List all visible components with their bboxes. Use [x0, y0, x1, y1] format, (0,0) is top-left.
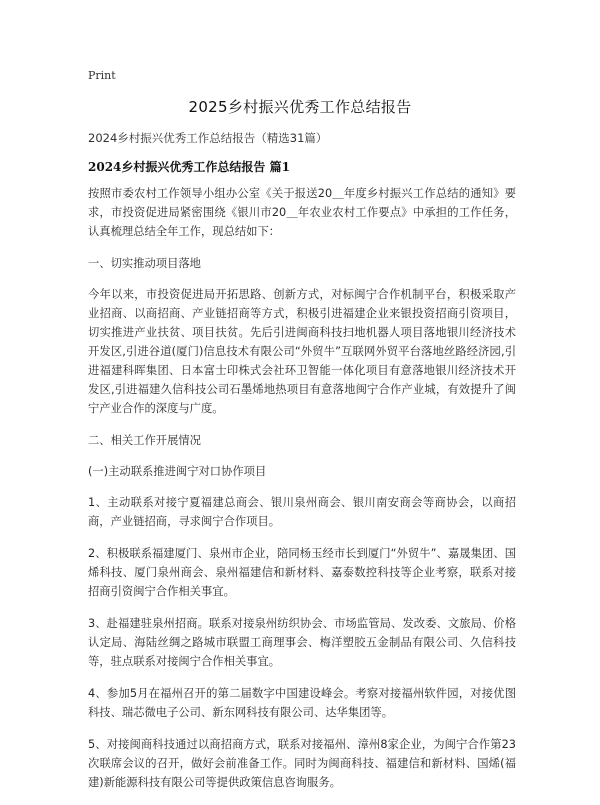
paragraph-heading-1: 一、切实推动项目落地: [88, 257, 201, 270]
paragraph-subheading-1: (一)主动联系推进闽宁对口协作项目: [88, 465, 267, 478]
document-title: 2025乡村振兴优秀工作总结报告: [188, 98, 412, 116]
paragraph-heading-2: 二、相关工作开展情况: [88, 434, 201, 447]
paragraph-project-landing: 今年以来，市投资促进局开拓思路、创新方式，对标闽宁合作机制平台，积极采取产业招商、以商招商、产业链招商等方式，积极引进福建企业来银投资招商引资项目，切实推进产业扶贫、项目扶贫。先后引进闽商科技扫地机器人项目落地银川经济技术开发区,引进谷道(厦门)信息技术有限公司“外贸牛”互联网外贸平台落地丝路经济园,引进福建科晖集团、日本富士印株式会社环卫智能一体化项目有意落地银川经济技术开发区,引进福建久信科技公司石墨烯地热项目有意落地闽宁合作产业城，有效提升了闽宁产业合作的深度与广度。: [88, 288, 516, 415]
section-heading: 2024乡村振兴优秀工作总结报告 篇1: [88, 160, 290, 174]
paragraph-item-1: 1、主动联系对接宁夏福建总商会、银川泉州商会、银川南安商会等商协会，以商招商，产业链招商，寻求闽宁合作项目。: [88, 496, 516, 528]
paragraph-item-3: 3、赴福建驻泉州招商。联系对接泉州纺织协会、市场监管局、发改委、文旅局、价格认定局、海陆丝绸之路城市联盟工商理事会、梅洋塑胶五金制品有限公司、久信科技等，驻点联系对接闽宁合作相关事宜。: [88, 617, 516, 668]
paragraph-item-2: 2、积极联系福建厦门、泉州市企业，陪同杨玉经市长到厦门“外贸牛”、嘉晟集团、国烯科技、厦门泉州商会、泉州福建信和新材料、嘉泰数控科技等企业考察，联系对接招商引资闽宁合作相关事宜。: [88, 547, 516, 598]
paragraph-item-4: 4、参加5月在福州召开的第二届数字中国建设峰会。考察对接福州软件园，对接优图科技、瑞芯微电子公司、新东网科技有限公司、达华集团等。: [88, 687, 516, 719]
paragraph-item-5: 5、对接闽商科技通过以商招商方式，联系对接福州、漳州8家企业，为闽宁合作第23次联席会议的召开，做好会前准备工作。同时为闽商科技、福建信和新材料、国烯(福建)新能源科技有限公司等提供政策信息咨询服务。: [88, 738, 516, 789]
print-link[interactable]: Print: [88, 69, 116, 82]
document-body: [88, 184, 516, 805]
document-subtitle: 2024乡村振兴优秀工作总结报告（精选31篇）: [88, 131, 328, 145]
paragraph-intro: 按照市委农村工作领导小组办公室《关于报送20＿年度乡村振兴工作总结的通知》要求，市投资促进局紧密围绕《银川市20＿年农业农村工作要点》中承担的工作任务，认真梳理总结全年工作，现总结如下：: [88, 187, 516, 238]
